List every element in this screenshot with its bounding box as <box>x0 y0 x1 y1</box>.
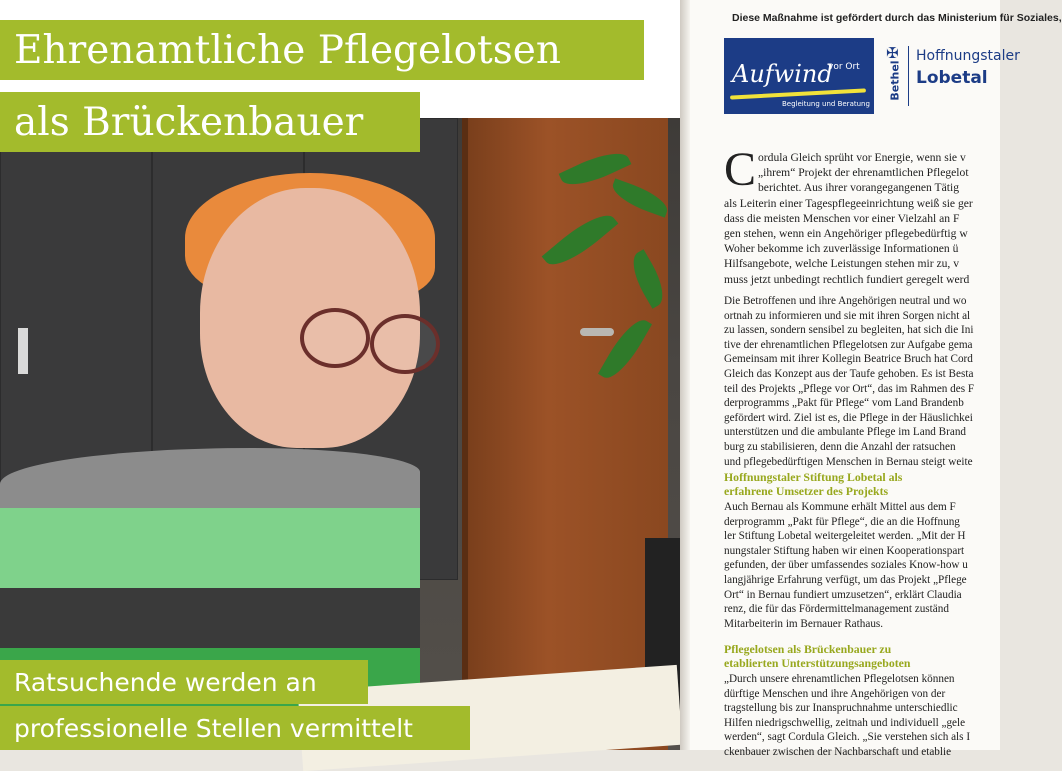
text-line: derprogramm „Pakt für Pflege“, die an die Hoffnung <box>724 515 960 528</box>
text-line: langjährige Erfahrung verfügt, um das Projekt „Pflege <box>724 573 967 586</box>
section-heading-2 <box>724 642 1024 670</box>
aufwind-logo-word: Aufwind <box>732 60 833 88</box>
text-line: ckenbauer zwischen der Nachbarschaft und etablie <box>724 745 952 758</box>
text-line: gefördert wird. Ziel ist es, die Pflege in der Häuslichkei <box>724 411 973 424</box>
text-line: Ort“ in Bernau fundiert umzusetzen“, erklärt Claudia <box>724 588 962 601</box>
subheadline-line-2: professionelle Stellen vermittelt <box>14 713 413 743</box>
headline-line-2: als Brückenbauer <box>14 99 364 145</box>
text-line: Auch Bernau als Kommune erhält Mittel aus dem F <box>724 501 956 513</box>
text-line: werden“, sagt Cordula Gleich. „Sie verstehen sich als I <box>724 731 971 744</box>
swoosh-icon <box>730 88 866 99</box>
bethel-logo <box>883 44 905 110</box>
text-line: tive der ehrenamtlichen Pflegelotsen zur Aufgabe gema <box>724 338 973 351</box>
subheadline-line-1: Ratsuchende werden an <box>14 667 317 697</box>
headline-band-2 <box>0 92 420 152</box>
org-name-line-2: Lobetal <box>916 68 988 88</box>
heading-line: etablierten Unterstützungsangeboten <box>724 656 911 670</box>
drop-cap: C <box>724 143 757 196</box>
cover-photo <box>0 118 680 750</box>
page-gutter <box>680 0 690 750</box>
headline-band-1 <box>0 20 644 80</box>
text-line: Hilfen niedrigschwellig, zeitnah und individuell „gele <box>724 716 966 729</box>
text-line: teil des Projekts „Pflege vor Ort“, das im Rahmen des F <box>724 382 975 395</box>
text-line: dürftige Menschen und ihre Angehörigen von der <box>724 687 946 700</box>
heading-line: Pflegelotsen als Brückenbauer zu <box>724 642 892 656</box>
text-line: muss jetzt unbedingt rechtlich fundiert geregelt werd <box>724 272 970 286</box>
text-line: gefunden, der über umfassendes soziales Know-how u <box>724 559 968 572</box>
text-line: zu lassen, sondern sensibel zu begleiten, hat sich die Ini <box>724 324 974 337</box>
paragraph-1 <box>724 143 1024 287</box>
aufwind-logo <box>724 38 874 114</box>
wooden-door <box>462 118 668 750</box>
text-line: ler Stiftung Lobetal weitergeleitet werden. „Mit der H <box>724 530 966 543</box>
text-line: dass die meisten Menschen vor einer Vielzahl an F <box>724 211 960 225</box>
text-line: unterstützen und die ambulante Pflege im Land Brand <box>724 426 967 439</box>
text-line: nungstaler Stiftung haben wir einen Kooperationspart <box>724 544 965 557</box>
text-line: Woher bekomme ich zuverlässige Informationen ü <box>724 242 959 256</box>
aufwind-logo-vor-ort: vor Ort <box>828 62 860 72</box>
right-page <box>690 0 1062 758</box>
text-line: Gemeinsam mit ihrer Kollegin Beatrice Bruch hat Cord <box>724 353 973 366</box>
text-line: ortnah zu informieren und sie mit ihren Sorgen nicht al <box>724 309 971 322</box>
text-line: derprogramms „Pakt für Pflege“ vom Land Brandenb <box>724 397 964 410</box>
section-heading-1 <box>724 470 1024 498</box>
paragraph-3 <box>724 500 1024 631</box>
cabinet-handle <box>18 328 28 374</box>
glasses-left-lens <box>300 308 370 368</box>
text-line: Gleich das Konzept aus der Taufe gehoben. Es ist Besta <box>724 367 974 380</box>
door-handle <box>580 328 614 336</box>
text-line: tragstellung bis zur Inanspruchnahme unterschiedlic <box>724 702 958 715</box>
paragraph-4 <box>724 672 1024 760</box>
subheadline-band-1 <box>0 660 368 704</box>
bethel-logo-word: Bethel <box>888 60 902 101</box>
headline-line-1: Ehrenamtliche Pflegelotsen <box>14 27 561 73</box>
text-line: gen stehen, wenn ein Angehöriger pflegebedürftig w <box>724 227 968 241</box>
text-line: „ihrem“ Projekt der ehrenamtlichen Pflegelot <box>758 166 969 180</box>
text-line: Mitarbeiterin im Bernauer Rathaus. <box>724 617 884 630</box>
subheadline-band-2 <box>0 706 470 750</box>
org-name-line-1: Hoffnungstaler <box>916 48 1020 64</box>
paragraph-2 <box>724 294 1024 469</box>
text-line: „Durch unsere ehrenamtlichen Pflegelotsen können <box>724 673 955 685</box>
aufwind-logo-tagline: Begleitung und Beratung <box>782 100 870 108</box>
text-line: berichtet. Aus ihrer vorangegangenen Tätig <box>758 181 959 195</box>
text-line: und pflegebedürftigen Menschen in Bernau steigt weite <box>724 455 973 468</box>
heading-line: Hoffnungstaler Stiftung Lobetal als <box>724 470 903 484</box>
text-line: Die Betroffenen und ihre Angehörigen neutral und wo <box>724 295 967 307</box>
text-line: renz, die für das Fördermittelmanagement zuständ <box>724 603 949 616</box>
text-line: als Leiterin einer Tagespflegeeinrichtung weiß sie ger <box>724 196 973 210</box>
text-line: ordula Gleich sprüht vor Energie, wenn sie v <box>758 151 966 164</box>
funding-note: Diese Maßnahme ist gefördert durch das Ministerium für Soziales, <box>732 12 1062 24</box>
text-line: Hilfsangebote, welche Leistungen stehen mir zu, v <box>724 257 960 271</box>
text-line: burg zu stabilisieren, denn die Anzahl der ratsuchen <box>724 440 956 453</box>
logo-divider <box>908 46 909 106</box>
cross-icon: ✠ <box>886 44 899 62</box>
glasses-right-lens <box>370 314 440 374</box>
heading-line: erfahrene Umsetzer des Projekts <box>724 484 889 498</box>
